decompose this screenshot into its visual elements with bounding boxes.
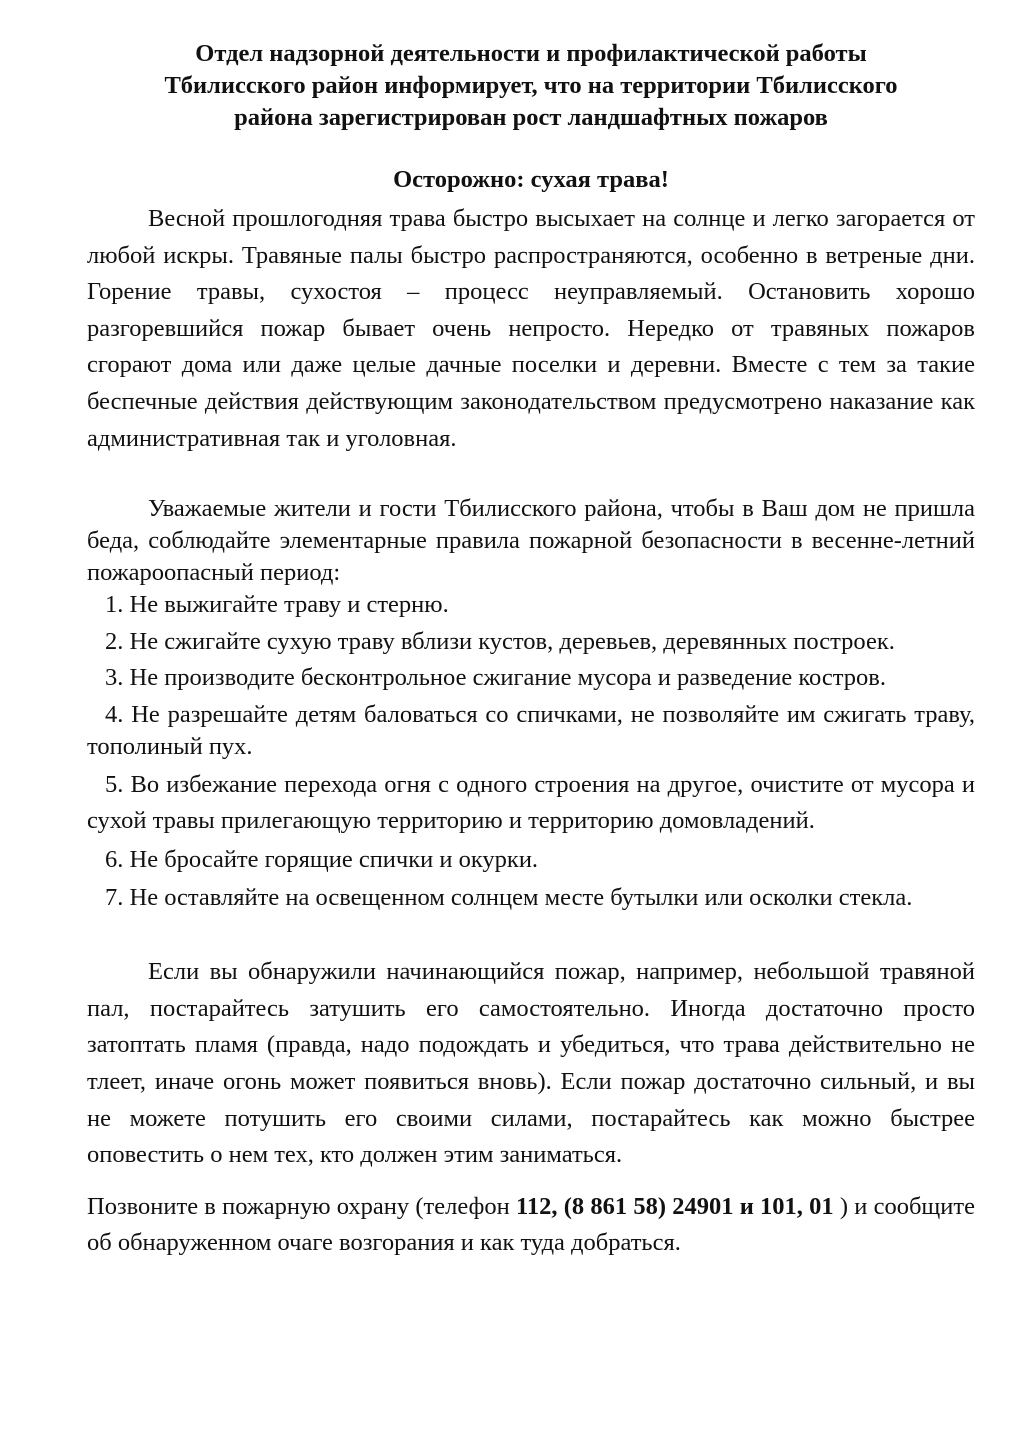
rule-text: Во избежание перехода огня с одного строения на другое, очистите от мусора и сухой травы прилегающую территорию и территорию домовладений. [87,771,975,835]
intro-paragraph: Весной прошлогодняя трава быстро высыхает на солнце и легко загорается от любой искры. Травяные палы быстро распространяются, особенно в ветреные дни. Горение травы, сухостоя – процесс неуправляемый. Остановить хорошо разгоревшийся пожар бывает очень непросто. Нередко от травяных пожаров сгорают дома или даже целые дачные поселки и деревни. Вместе с тем за такие беспечные действия действующим законодательством предусмотрено наказание как административная так и уголовная. [87,205,975,452]
rule-item-3 [87,662,975,694]
call-suffix: ) и сообщите об обнаруженном очаге возгорания и как туда добраться. [87,1192,975,1256]
document-title [87,38,975,134]
warning-subtitle: Осторожно: сухая трава! [393,166,669,193]
title-line-1: Отдел надзорной деятельности и профилактической работы [195,40,867,67]
rule-item-4 [87,699,975,763]
call-prefix: Позвоните в пожарную охрану (телефон [87,1192,516,1220]
rule-number: 4. [105,700,124,728]
document-page [87,38,975,1261]
rule-text: Не выжигайте траву и стерню. [129,591,449,619]
advice-paragraph: Если вы обнаружили начинающийся пожар, например, небольшой травяной пал, постарайтесь затушить его самостоятельно. Иногда достаточно просто затоптать пламя (правда, надо подождать и убедиться, что трава действительно не тлеет, иначе огонь может появиться вновь). Если пожар достаточно сильный, и вы не можете потушить его своими силами, постарайтесь как можно быстрее оповестить о нем тех, кто должен этим заниматься. [87,958,975,1169]
rule-text: Не сжигайте сухую траву вблизи кустов, деревьев, деревянных построек. [129,627,895,655]
rule-number: 2. [105,627,124,655]
rule-number: 6. [105,845,124,873]
rule-item-6 [87,844,975,876]
title-line-3: района зарегистрирован рост ландшафтных пожаров [234,104,828,131]
rules-intro-paragraph: Уважаемые жители и гости Тбилисского района, чтобы в Ваш дом не пришла беда, соблюдайте элементарные правила пожарной безопасности в весенне-летний пожароопасный период: [87,495,975,587]
rule-text: Не оставляйте на освещенном солнцем месте бутылки или осколки стекла. [129,884,913,912]
call-fire-service-paragraph [87,1189,975,1261]
safety-rules-list [87,589,975,916]
rule-item-5 [87,767,975,839]
rule-item-1 [87,589,975,621]
rule-number: 5. [105,771,124,799]
rule-text: Не бросайте горящие спички и окурки. [129,845,539,873]
rule-text: Не разрешайте детям баловаться со спичками, не позволяйте им сжигать траву, тополиный пух. [87,700,975,760]
rule-number: 1. [105,591,124,619]
rule-text: Не производите бесконтрольное сжигание мусора и разведение костров. [129,664,886,692]
title-line-2: Тбилисского район информирует, что на территории Тбилисского [164,72,898,99]
rule-item-2 [87,626,975,658]
rule-number: 7. [105,884,124,912]
phone-numbers: 112, (8 861 58) 24901 и 101, 01 [515,1192,834,1220]
rule-item-7 [87,880,975,916]
rule-number: 3. [105,664,124,692]
